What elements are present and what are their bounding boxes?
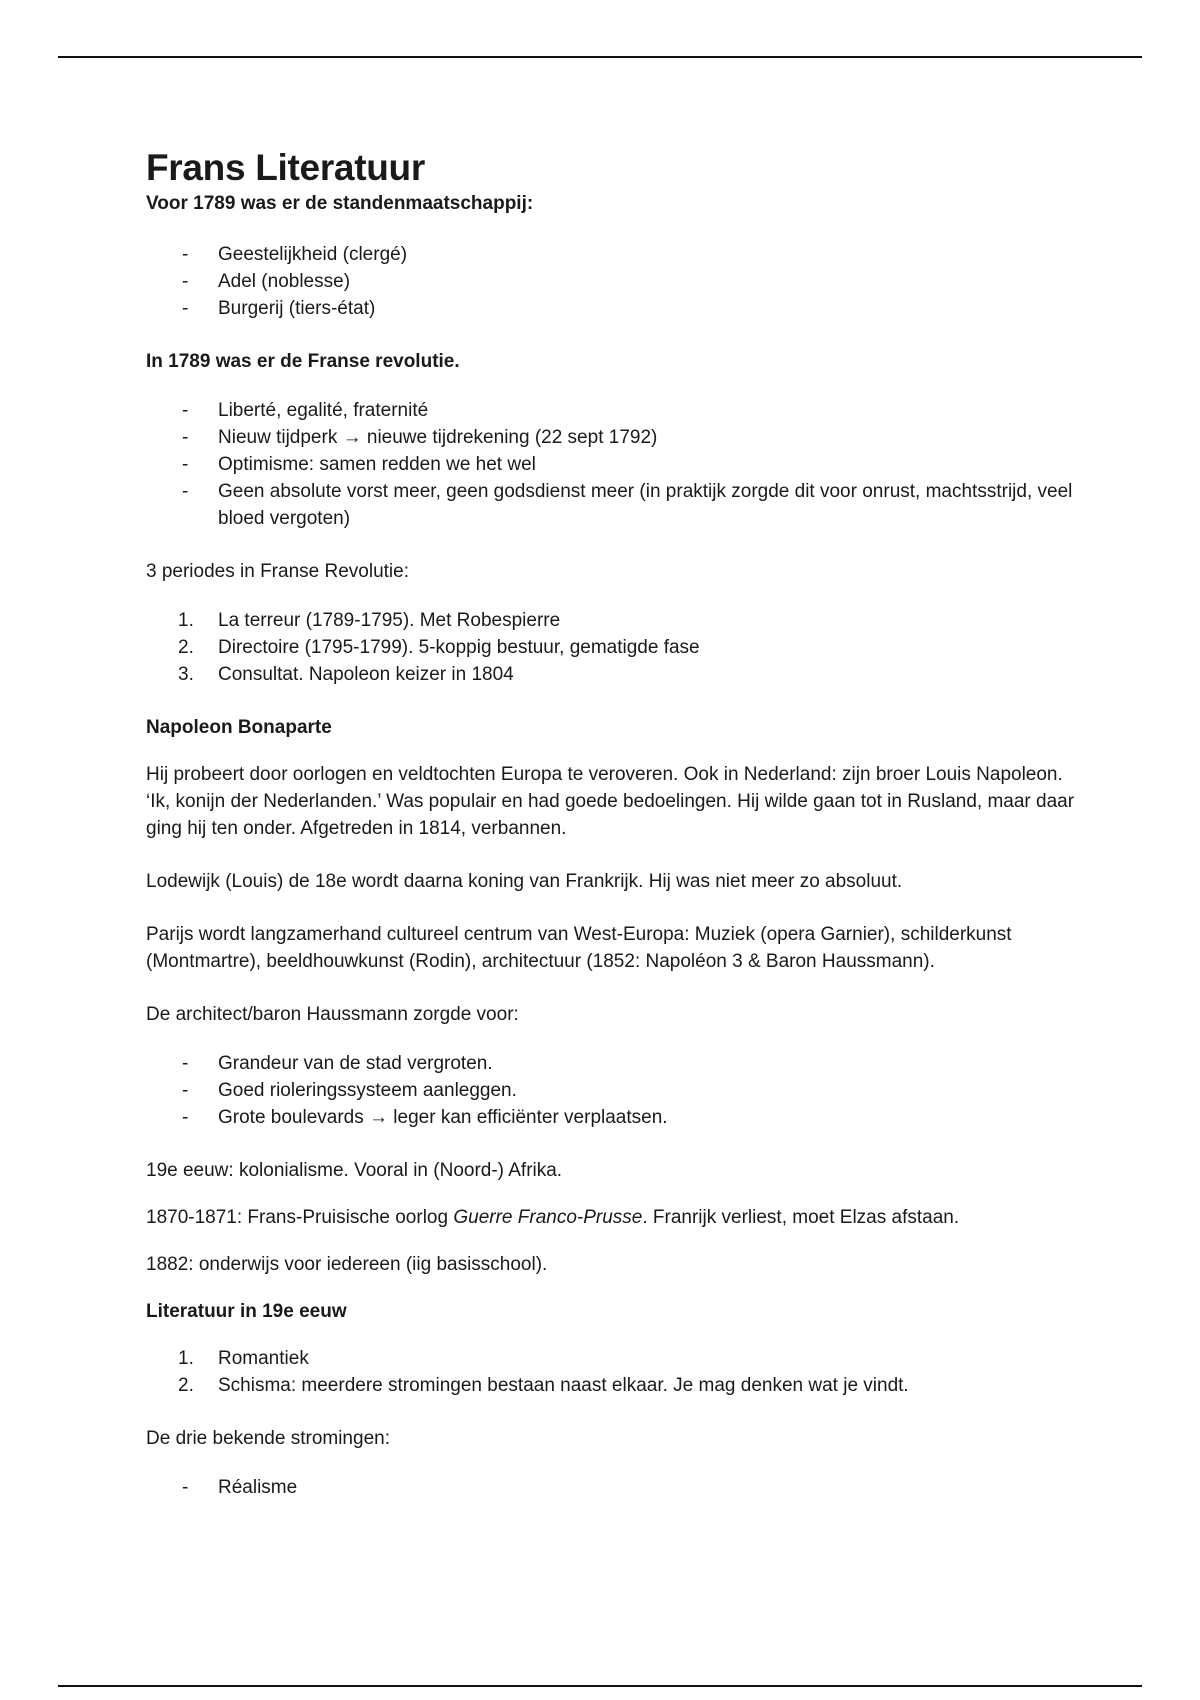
literatuur-heading: Literatuur in 19e eeuw <box>146 1301 347 1322</box>
parijs-paragraph: Parijs wordt langzamerhand cultureel centrum van West-Europa: Muziek (opera Garnier), schilderkunst (Montmartre), beeldhouwkunst (Rodin), architectuur (1852: Napoléon 3 & Baron Haussmann). <box>146 924 1012 972</box>
list-item: 3. Consultat. Napoleon keizer in 1804 <box>146 661 1076 688</box>
stromingen-list <box>146 1474 1076 1501</box>
number-marker: 1. <box>178 610 194 631</box>
dash-marker: - <box>182 481 189 502</box>
page-top-rule <box>58 56 1142 58</box>
list-item: - Réalisme <box>146 1474 1076 1501</box>
list-item: 2. Directoire (1795-1799). 5-koppig bestuur, gematigde fase <box>146 634 1076 661</box>
standen-intro: Voor 1789 was er de standenmaatschappij: <box>146 193 534 214</box>
periods-heading: 3 periodes in Franse Revolutie: <box>146 561 409 582</box>
list-item: - Optimisme: samen redden we het wel <box>146 451 1076 478</box>
list-item: - Adel (noblesse) <box>146 268 1076 295</box>
page-title: Frans Literatuur <box>146 147 425 188</box>
onderwijs-paragraph: 1882: onderwijs voor iedereen (iig basisschool). <box>146 1254 548 1275</box>
list-item: - Geestelijkheid (clergé) <box>146 241 1076 268</box>
dash-marker: - <box>182 1477 189 1498</box>
haussmann-list <box>146 1050 1076 1131</box>
dash-marker: - <box>182 1080 189 1101</box>
napoleon-paragraph: Hij probeert door oorlogen en veldtochten Europa te veroveren. Ook in Nederland: zijn broer Louis Napoleon. ‘Ik, konijn der Nederlanden.’ Was populair en had goede bedoelingen. Hij wilde gaan tot in Rusland, maar daar ging hij ten onder. Afgetreden in 1814, verbannen. <box>146 764 1075 839</box>
literatuur-list <box>146 1345 1076 1399</box>
oorlog-italic: Guerre Franco-Prusse <box>453 1207 643 1228</box>
dash-marker: - <box>182 271 189 292</box>
page-bottom-rule <box>58 1685 1142 1687</box>
number-marker: 1. <box>178 1348 194 1369</box>
dash-marker: - <box>182 427 189 448</box>
revolution-heading: In 1789 was er de Franse revolutie. <box>146 351 460 372</box>
list-item: - Grandeur van de stad vergroten. <box>146 1050 1076 1077</box>
number-marker: 2. <box>178 637 194 658</box>
standen-list <box>146 241 1076 322</box>
dash-marker: - <box>182 244 189 265</box>
dash-marker: - <box>182 298 189 319</box>
number-marker: 3. <box>178 664 194 685</box>
list-item: 1. La terreur (1789-1795). Met Robespierre <box>146 607 1076 634</box>
list-item: 2. Schisma: meerdere stromingen bestaan naast elkaar. Je mag denken wat je vindt. <box>146 1372 1076 1399</box>
list-item: - Burgerij (tiers-état) <box>146 295 1076 322</box>
dash-marker: - <box>182 1053 189 1074</box>
list-item: - Nieuw tijdperk → nieuwe tijdrekening (22 sept 1792) <box>146 424 1076 451</box>
list-item: 1. Romantiek <box>146 1345 1076 1372</box>
oorlog-paragraph: 1870-1871: Frans-Pruisische oorlog Guerre Franco-Prusse. Franrijk verliest, moet Elzas afstaan. <box>146 1207 960 1228</box>
list-item: - Geen absolute vorst meer, geen godsdienst meer (in praktijk zorgde dit voor onrust, machtsstrijd, veel bloed vergoten) <box>146 478 1076 532</box>
napoleon-heading: Napoleon Bonaparte <box>146 717 332 738</box>
stromingen-heading: De drie bekende stromingen: <box>146 1428 390 1449</box>
periods-list <box>146 607 1076 688</box>
dash-marker: - <box>182 1107 189 1128</box>
list-item: - Goed rioleringssysteem aanleggen. <box>146 1077 1076 1104</box>
dash-marker: - <box>182 454 189 475</box>
haussmann-heading: De architect/baron Haussmann zorgde voor: <box>146 1004 519 1025</box>
kolonialisme-paragraph: 19e eeuw: kolonialisme. Vooral in (Noord-) Afrika. <box>146 1160 563 1181</box>
list-item: - Liberté, egalité, fraternité <box>146 397 1076 424</box>
revolution-list <box>146 397 1076 532</box>
document-body <box>146 146 1076 1527</box>
lodewijk-paragraph: Lodewijk (Louis) de 18e wordt daarna koning van Frankrijk. Hij was niet meer zo absoluut. <box>146 871 903 892</box>
number-marker: 2. <box>178 1375 194 1396</box>
dash-marker: - <box>182 400 189 421</box>
list-item: - Grote boulevards → leger kan efficiënter verplaatsen. <box>146 1104 1076 1131</box>
